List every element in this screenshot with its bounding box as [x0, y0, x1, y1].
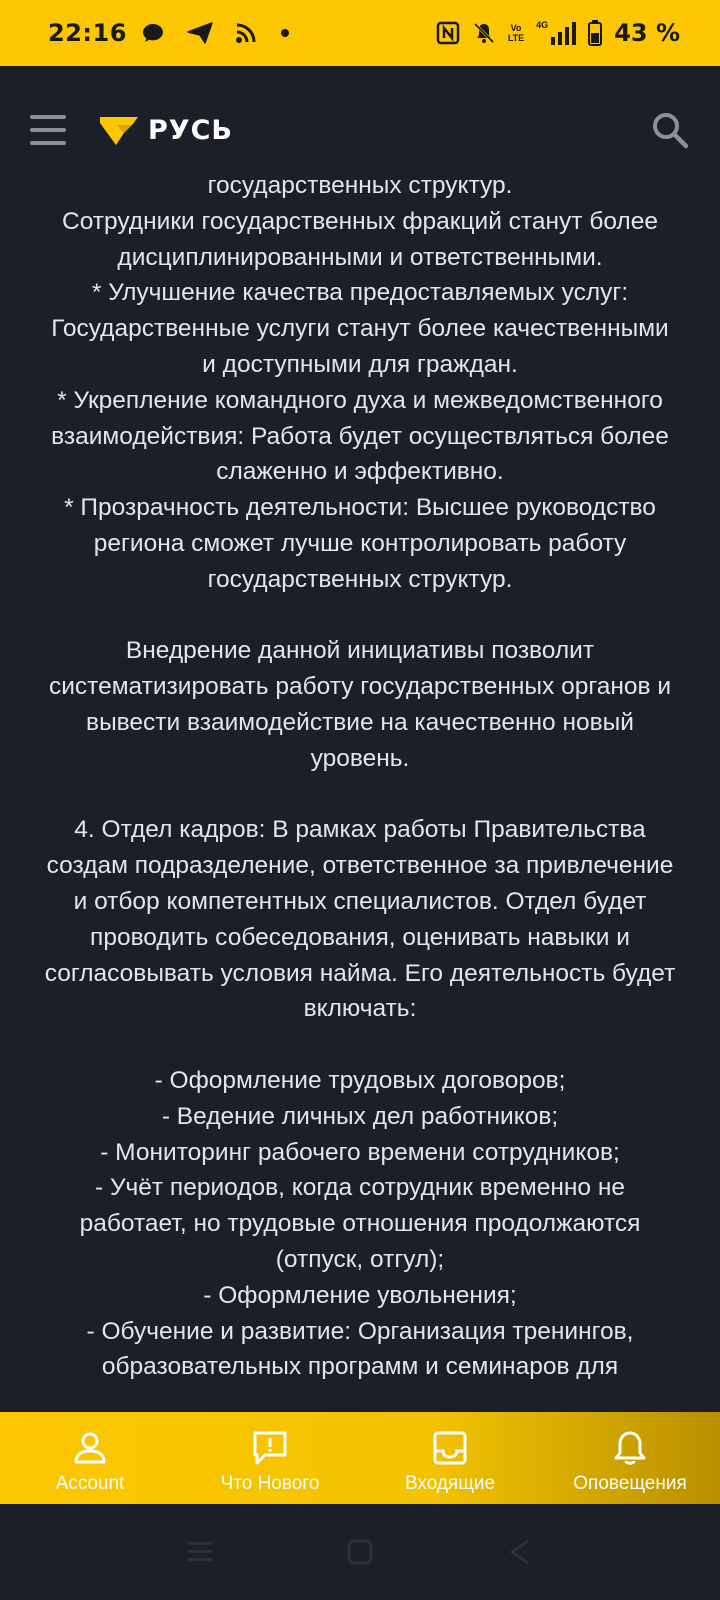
article-text-line: Сотрудники государственных фракций станут более: [62, 207, 658, 235]
logo-emblem-icon: [98, 113, 140, 147]
nav-label-notifications: Оповещения: [573, 1473, 687, 1494]
article-text-line: * Прозрачность деятельности: Высшее руководство: [64, 494, 656, 522]
battery-icon: [588, 20, 602, 46]
article-text-line: систематизировать работу государственных органов и: [48, 673, 672, 701]
nav-label-inbox: Входящие: [404, 1473, 496, 1494]
article-text-line: 4. Отдел кадров: В рамках работы Правительства: [74, 816, 646, 844]
send-icon: [187, 21, 213, 45]
signal-icon: 4G: [536, 21, 576, 45]
article-text-line: (отпуск, отгул);: [275, 1245, 445, 1273]
article-text-line: согласовывать условия найма. Его деятельность будет: [44, 959, 676, 987]
person-icon: [70, 1428, 110, 1468]
article-text-line: государственных структур.: [207, 565, 513, 593]
article-text-line: образовательных программ и семинаров для: [101, 1353, 619, 1381]
bottom-nav: [0, 1412, 720, 1504]
paragraph-spacer: [14, 598, 706, 634]
article-text-line: - Мониторинг рабочего времени сотрудников;: [100, 1138, 620, 1166]
nav-item-account[interactable]: [0, 1412, 180, 1504]
article-text-line: работает, но трудовые отношения продолжаются: [79, 1210, 641, 1238]
logo-text: РУСЬ: [148, 114, 233, 146]
article-text-line: Государственные услуги станут более качественными: [51, 315, 669, 343]
article-text-line: - Ведение личных дел работников;: [161, 1102, 559, 1130]
article-text-line: * Улучшение качества предоставляемых услуг:: [91, 279, 629, 307]
bell-off-icon: [472, 21, 496, 45]
article-text-line: уровень.: [310, 744, 410, 772]
article-text-line: и доступными для граждан.: [202, 350, 518, 378]
article-text-line: - Оформление трудовых договоров;: [154, 1066, 566, 1094]
rss-icon: [235, 22, 257, 44]
back-icon[interactable]: [500, 1532, 540, 1572]
paragraph-spacer: [14, 1027, 706, 1063]
search-icon[interactable]: [650, 110, 690, 150]
article-text-line: Внедрение данной инициативы позволит: [125, 637, 595, 665]
article-text-line: * Укрепление командного духа и межведомственного: [57, 386, 663, 414]
status-right-icons: [436, 19, 680, 47]
nfc-icon: [436, 21, 460, 45]
article-text-line: проводить собеседования, оценивать навыки и: [90, 923, 630, 951]
nav-item-inbox[interactable]: [360, 1412, 540, 1504]
bell-icon: [610, 1428, 650, 1468]
article-body: [0, 168, 720, 1385]
article-text-line: - Оформление увольнения;: [203, 1281, 517, 1309]
chat-bubble-icon: [141, 21, 165, 45]
article-text-line: вывести взаимодействие на качественно новый: [86, 708, 634, 736]
status-left-icons: [141, 21, 291, 45]
nav-label-whats-new: Что Нового: [220, 1473, 320, 1494]
hamburger-menu-icon[interactable]: [30, 115, 66, 145]
nav-label-account: Account: [55, 1473, 125, 1494]
article-text-line: государственных структур.: [207, 172, 513, 199]
article-text-line: и отбор компетентных специалистов. Отдел будет: [73, 887, 647, 915]
nav-item-whats-new[interactable]: [180, 1412, 360, 1504]
article-text-line: - Обучение и развитие: Организация тренингов,: [86, 1317, 634, 1345]
status-bar: [0, 0, 720, 66]
message-alert-icon: [250, 1428, 290, 1468]
article-text-line: региона сможет лучше контролировать работу: [93, 529, 627, 557]
system-nav-bar: [0, 1504, 720, 1600]
article-text-line: взаимодействия: Работа будет осуществляться более: [51, 422, 669, 450]
paragraph-spacer: [14, 777, 706, 813]
logo[interactable]: [98, 113, 233, 147]
inbox-icon: [430, 1428, 470, 1468]
article-content[interactable]: [0, 172, 720, 1412]
recents-icon[interactable]: [180, 1532, 220, 1572]
article-text-line: слаженно и эффективно.: [216, 458, 504, 486]
battery-percent: 43 %: [614, 19, 680, 47]
article-text-line: создам подразделение, ответственное за привлечение: [46, 852, 674, 880]
home-icon[interactable]: [340, 1532, 380, 1572]
volte-icon: Vo LTE: [507, 23, 525, 43]
status-time: 22:16: [48, 19, 127, 47]
article-text-line: - Учёт периодов, когда сотрудник временно не: [94, 1174, 626, 1202]
nav-item-notifications[interactable]: [540, 1412, 720, 1504]
dot-icon: [279, 27, 291, 39]
article-text-line: дисциплинированными и ответственными.: [117, 243, 603, 271]
article-text-line: включать:: [303, 995, 417, 1023]
